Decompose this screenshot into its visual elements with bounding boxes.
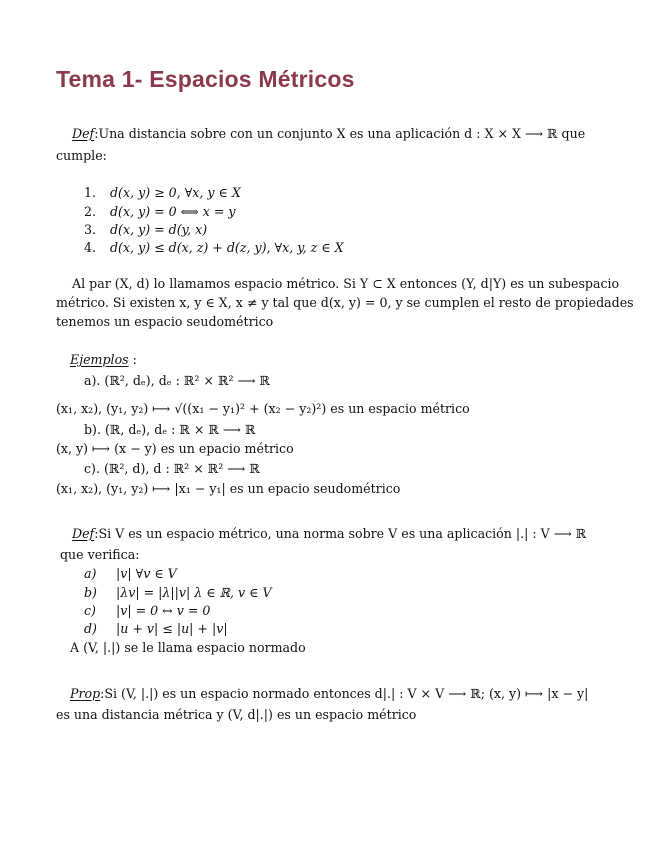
property-formula: |u + v| ≤ |u| + |v| — [116, 621, 228, 636]
axiom-number: 4. — [84, 240, 97, 255]
norm-property — [84, 621, 228, 637]
property-formula: |v| ∀v ∈ V — [116, 566, 177, 581]
norm-property — [84, 603, 210, 619]
paragraph-line: Al par (X, d) lo llamamos espacio métrico. Si Y ⊂ X entonces (Y, d|Y) es un subespacio — [72, 276, 620, 291]
proposition-text: :Si (V, |.|) es un espacio normado entonces d|.| : V × V ⟶ ℝ; (x, y) ⟼ |x − y| — [100, 686, 589, 701]
example-map: (x₁, x₂), (y₁, y₂) ⟼ √((x₁ − y₁)² + (x₂ − y₂)²) es un espacio métrico — [56, 401, 470, 416]
axiom-item — [84, 185, 241, 201]
property-letter: c) — [84, 603, 96, 618]
example-map: (x, y) ⟼ (x − y) es un epacio métrico — [56, 441, 294, 456]
examples-heading — [70, 352, 137, 368]
examples-colon: : — [128, 352, 137, 367]
axiom-formula: d(x, y) ≤ d(x, z) + d(z, y), ∀x, y, z ∈ X — [110, 240, 344, 255]
example-head: a). (ℝ², dₑ), dₑ : ℝ² × ℝ² ⟶ ℝ — [84, 373, 271, 388]
axiom-formula: d(x, y) ≥ 0, ∀x, y ∈ X — [110, 185, 241, 200]
page-title: Tema 1- Espacios Métricos — [56, 66, 355, 92]
axiom-item — [84, 204, 236, 220]
definition-norm — [72, 526, 586, 542]
example-map: (x₁, x₂), (y₁, y₂) ⟼ |x₁ − y₁| es un epacio seudométrico — [56, 481, 401, 496]
axiom-number: 3. — [84, 222, 97, 237]
example-head: b). (ℝ, dₑ), dₑ : ℝ × ℝ ⟶ ℝ — [84, 422, 256, 437]
property-formula: |v| = 0 ↔ v = 0 — [116, 603, 211, 618]
definition-distance — [72, 126, 585, 142]
definition-text-continued: que verifica: — [60, 547, 140, 562]
axiom-number: 2. — [84, 204, 97, 219]
axiom-item — [84, 222, 207, 238]
definition-text: :Si V es un espacio métrico, una norma sobre V es una aplicación |.| : V ⟶ ℝ — [94, 526, 587, 541]
axiom-number: 1. — [84, 185, 97, 200]
property-formula: |λv| = |λ||v| λ ∈ ℝ, v ∈ V — [116, 585, 272, 600]
axiom-formula: d(x, y) = d(y, x) — [110, 222, 208, 237]
definition-label: Def — [72, 126, 95, 141]
norm-closing: A (V, |.|) se le llama espacio normado — [70, 640, 306, 655]
proposition-text-continued: es una distancia métrica y (V, d|.|) es un espacio métrico — [56, 707, 417, 722]
paragraph-line: métrico. Si existen x, y ∈ X, x ≠ y tal que d(x, y) = 0, y se cumplen el resto de propiedades — [56, 295, 634, 310]
paragraph-line: tenemos un espacio seudométrico — [56, 314, 274, 329]
example-head: c). (ℝ², d), d : ℝ² × ℝ² ⟶ ℝ — [84, 461, 260, 476]
examples-label: Ejemplos — [70, 352, 129, 367]
definition-text: :Una distancia sobre con un conjunto X es una aplicación d : X × X ⟶ ℝ que — [94, 126, 586, 141]
definition-text-continued: cumple: — [56, 148, 107, 163]
norm-property — [84, 566, 177, 582]
axiom-formula: d(x, y) = 0 ⟺ x = y — [110, 204, 236, 219]
norm-property — [84, 585, 272, 601]
proposition — [70, 686, 588, 702]
property-letter: a) — [84, 566, 97, 581]
axiom-item — [84, 240, 344, 256]
proposition-label: Prop — [70, 686, 101, 701]
property-letter: b) — [84, 585, 97, 600]
property-letter: d) — [84, 621, 97, 636]
definition-label: Def — [72, 526, 95, 541]
